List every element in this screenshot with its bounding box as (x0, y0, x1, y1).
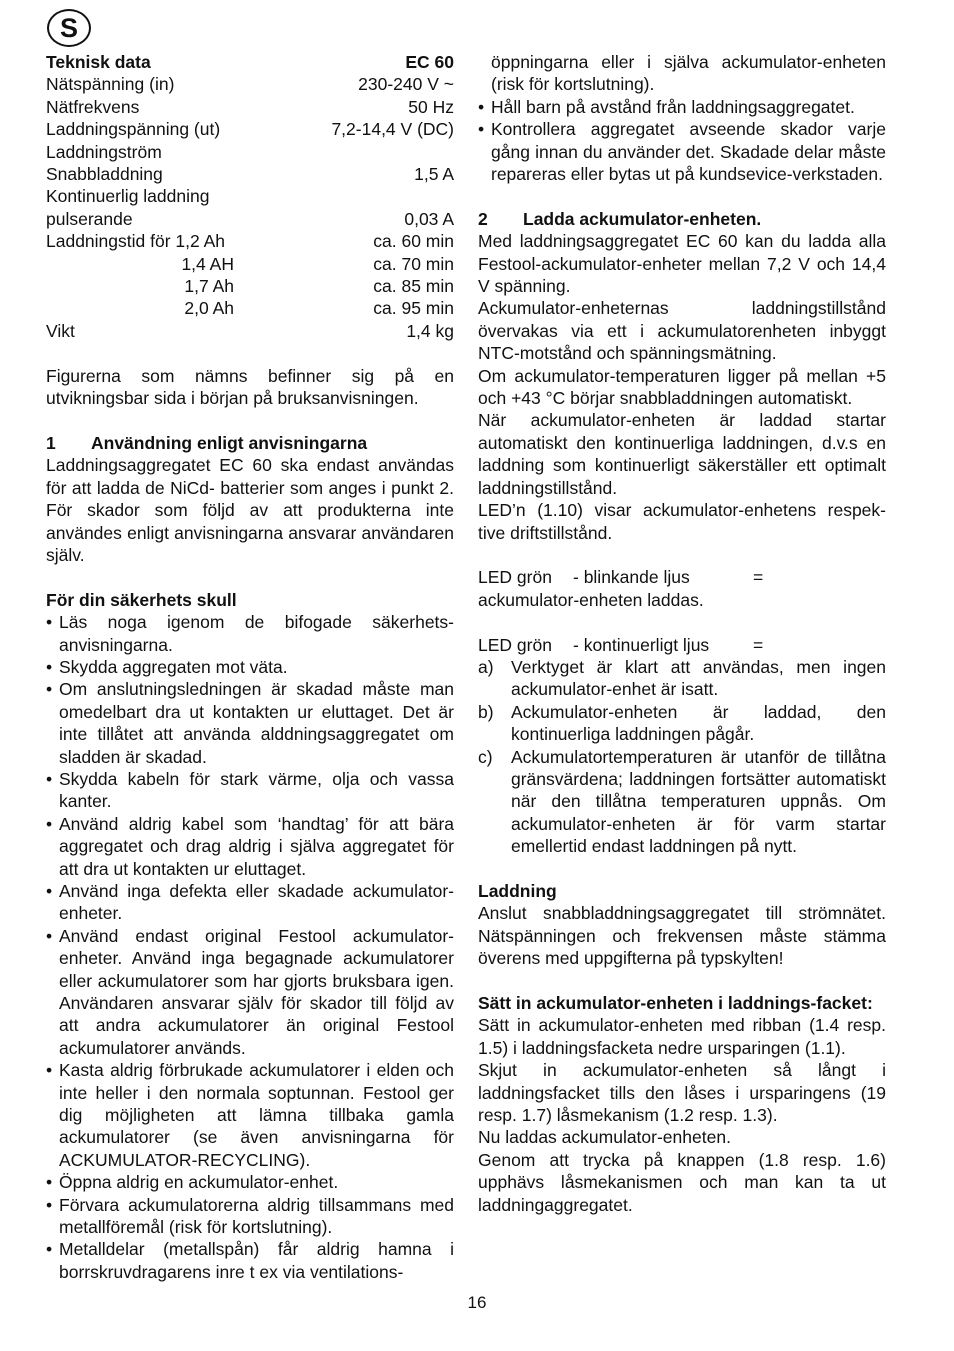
section2-paragraph: Ackumulator-enheternas laddningstillstånd övervakas via ett i ackumulatorenheten inbyggt NTC-motstånd och spänningsmätning. (478, 298, 886, 364)
tech-label: Kontinuerlig laddning (46, 186, 210, 207)
tech-value: 50 Hz (408, 96, 454, 117)
list-item: • Använd inga defekta eller skadade ackumulator-enheter. (46, 880, 454, 925)
tech-label: Nätspänning (in) (46, 74, 175, 95)
section2-paragraph: Med laddningsaggregatet EC 60 kan du ladda alla Festool-ackumulator-enheter mellan 7,2 V och 14,4 V spänning. (478, 231, 886, 297)
tech-value: ca. 60 min (373, 231, 454, 252)
tech-row (46, 118, 454, 140)
list-item: • Öppna aldrig en ackumulator-enhet. (46, 1171, 454, 1193)
tech-subrow (46, 297, 454, 319)
list-item: • Använd endast original Festool ackumulator-enheter. Använd inga begagnade ackumulatorer eller ackumulatorer som har gjorts bruksbara igen. Användaren ansvarar själv för skador till följd av att andra ackumulatorer än original Festool ackumulatorer används. (46, 925, 454, 1059)
list-item: • Förvara ackumulatorerna aldrig tillsammans med metallföremål (risk för kortslutning). (46, 1194, 454, 1239)
tech-header (46, 51, 454, 73)
list-item: • Kontrollera aggregatet avseende skador varje gång innan du använder det. Skadade delar måste repareras eller bytas ut på kundsevice-verkstaden. (478, 118, 886, 185)
list-item-continuation: öppningarna eller i själva ackumulator-enheten (risk för kortslutning). (491, 52, 886, 95)
tech-row (46, 208, 454, 230)
list-item (478, 746, 886, 858)
list-item: • Skydda kabeln för stark värme, olja och vassa kanter. (46, 768, 454, 813)
list-item (478, 656, 886, 701)
tech-row (46, 163, 454, 185)
section2-paragraph: Om ackumulator-temperaturen ligger på mellan +5 och +43 °C börjar snabbladdningen automatiskt. (478, 365, 886, 409)
section2-paragraph: När ackumulator-enheten är laddad startar automatiskt den kontinuerliga laddningen, d.v.s en laddning som kontinuerligt säkerställer ett optimalt laddningstillstånd. (478, 410, 886, 498)
tech-row (46, 141, 454, 163)
tech-sub-value: ca. 70 min (373, 253, 454, 274)
tech-sub-value: ca. 85 min (373, 276, 454, 297)
list-item: • Skydda aggregaten mot väta. (46, 656, 454, 678)
section1-text: Laddningsaggregatet EC 60 ska endast användas för att ladda de NiCd- batterier som anges i punkt 2. För skador som följd av att produkterna inte användes enligt anvisningarna ansvarar användaren själv. (46, 455, 454, 565)
led-equals: = (753, 567, 764, 588)
led-state: - kontinuerligt ljus (573, 634, 710, 655)
safety-list-continued (478, 51, 886, 185)
laddning-heading: Laddning (478, 880, 557, 901)
tech-sub-value: ca. 95 min (373, 298, 454, 319)
insert-paragraph: Nu laddas ackumulator-enheten. (478, 1127, 731, 1148)
section2-heading (478, 208, 886, 230)
tech-subrow (46, 253, 454, 275)
section1-number: 1 (46, 432, 56, 453)
list-text: Verktyget är klart att användas, men ingen ackumulator-enhet är isatt. (511, 656, 886, 700)
list-marker: c) (478, 746, 493, 767)
tech-row (46, 185, 454, 207)
list-marker: b) (478, 701, 494, 722)
tech-sub-ah: 1,4 AH (181, 253, 234, 274)
tech-value: 7,2-14,4 V (DC) (331, 119, 454, 140)
list-item: • Läs noga igenom de bifogade säkerhets-anvisningarna. (46, 611, 454, 656)
led-blinking-row (478, 566, 886, 588)
tech-label: Laddningström (46, 141, 162, 162)
safety-heading: För din säkerhets skull (46, 589, 237, 610)
tech-row (46, 230, 454, 252)
tech-label: Snabbladdning (46, 164, 163, 185)
safety-list (46, 611, 454, 1283)
tech-label: pulserande (46, 208, 133, 229)
list-item (478, 701, 886, 746)
section2-title: Ladda ackumulator-enheten. (523, 208, 762, 229)
tech-label: Vikt (46, 320, 75, 341)
insert-paragraph: Skjut in ackumulator-enheten så långt i laddningsfacket tills den låses i ursparingens (19 resp. 1.7) låsmekanism (1.2 resp. 1.3). (478, 1060, 886, 1126)
list-marker: a) (478, 656, 494, 677)
led-continuous-list (478, 656, 886, 858)
language-badge: S (47, 9, 91, 47)
intro-text: Figurerna som nämns befinner sig på en utvikningsbar sida i början på bruksanvisningen. (46, 365, 454, 409)
section2-number: 2 (478, 208, 488, 229)
tech-sub-ah: 1,7 Ah (184, 276, 234, 297)
section1-title: Användning enligt anvisningarna (91, 432, 368, 453)
left-column (46, 51, 454, 1283)
led-state: - blinkande ljus (573, 567, 690, 588)
tech-value: 1,4 kg (406, 320, 454, 341)
tech-value: 1,5 A (414, 164, 454, 185)
right-column (478, 51, 886, 1216)
section2-paragraph: LED’n (1.10) visar ackumulator-enhetens respek-tive driftstillstånd. (478, 500, 886, 543)
led-continuous-row (478, 634, 886, 656)
tech-label: Laddningstid för 1,2 Ah (46, 231, 226, 252)
tech-label: Laddningspänning (ut) (46, 119, 221, 140)
list-text: Ackumulator-enheten är laddad, den kontinuerliga laddningen pågår. (511, 701, 886, 745)
section1-heading (46, 432, 454, 454)
led-equals: = (753, 634, 764, 655)
insert-paragraph: Genom att trycka på knappen (1.8 resp. 1.6) upphävs låsmekanismen och man kan ta ut laddningaggregatet. (478, 1149, 886, 1215)
list-text: Ackumulatortemperaturen är utanför de tillåtna gränsvärdena; laddningen fortsätter automatiskt när den tillåtna temperaturen uppnås. Om ackumulator-enheten är för varm startar emellertid endast laddningen på nytt. (511, 746, 886, 857)
list-item: • Håll barn på avstånd från laddningsaggregatet. (478, 96, 886, 118)
tech-sub-ah: 2,0 Ah (184, 298, 234, 319)
list-item: • Kasta aldrig förbrukade ackumulatorer i elden och inte heller i den normala soptunnan. Festool ger dig möjligheten att lämna tillbaka gamla ackumulatorer (se även anvisningarna för ACKUMULATOR-RECYCLING). (46, 1059, 454, 1171)
insert-paragraph: Sätt in ackumulator-enheten med ribban (1.4 resp. 1.5) i laddningsfacketa nedre ursparingen (1.1). (478, 1015, 886, 1058)
tech-row-weight (46, 320, 454, 342)
list-item: • Om anslutningsledningen är skadad måste man omedelbart dra ut kontakten ur eluttaget. Det är inte tillåtet att använda alddningsaggregatet om sladden är skadad. (46, 678, 454, 768)
led-label: LED grön (478, 567, 552, 588)
laddning-text: Anslut snabbladdningsaggregatet till strömnätet. Nätspänningen och frekvensen måste stämma överens med uppgifterna på typskylten! (478, 903, 886, 969)
tech-value: 0,03 A (404, 208, 454, 229)
list-item: • Metalldelar (metallspån) får aldrig hamna i borrskruvdragarens inre t ex via ventilations- (46, 1238, 454, 1283)
tech-title: Teknisk data (46, 52, 151, 72)
list-item: • Använd aldrig kabel som ‘handtag’ för att bära aggregatet och drag aldrig i själva aggregatet för att dra ut kontakten ur eluttaget. (46, 813, 454, 880)
tech-model: EC 60 (405, 52, 454, 72)
tech-label: Nätfrekvens (46, 96, 140, 117)
led-blinking-meaning: ackumulator-enheten laddas. (478, 589, 704, 610)
tech-row (46, 73, 454, 95)
tech-row (46, 96, 454, 118)
tech-value: 230-240 V ~ (358, 74, 454, 95)
led-label: LED grön (478, 634, 552, 655)
insert-heading: Sätt in ackumulator-enheten i laddnings-facket: (478, 992, 873, 1013)
page-number: 16 (467, 1293, 487, 1312)
tech-subrow (46, 275, 454, 297)
